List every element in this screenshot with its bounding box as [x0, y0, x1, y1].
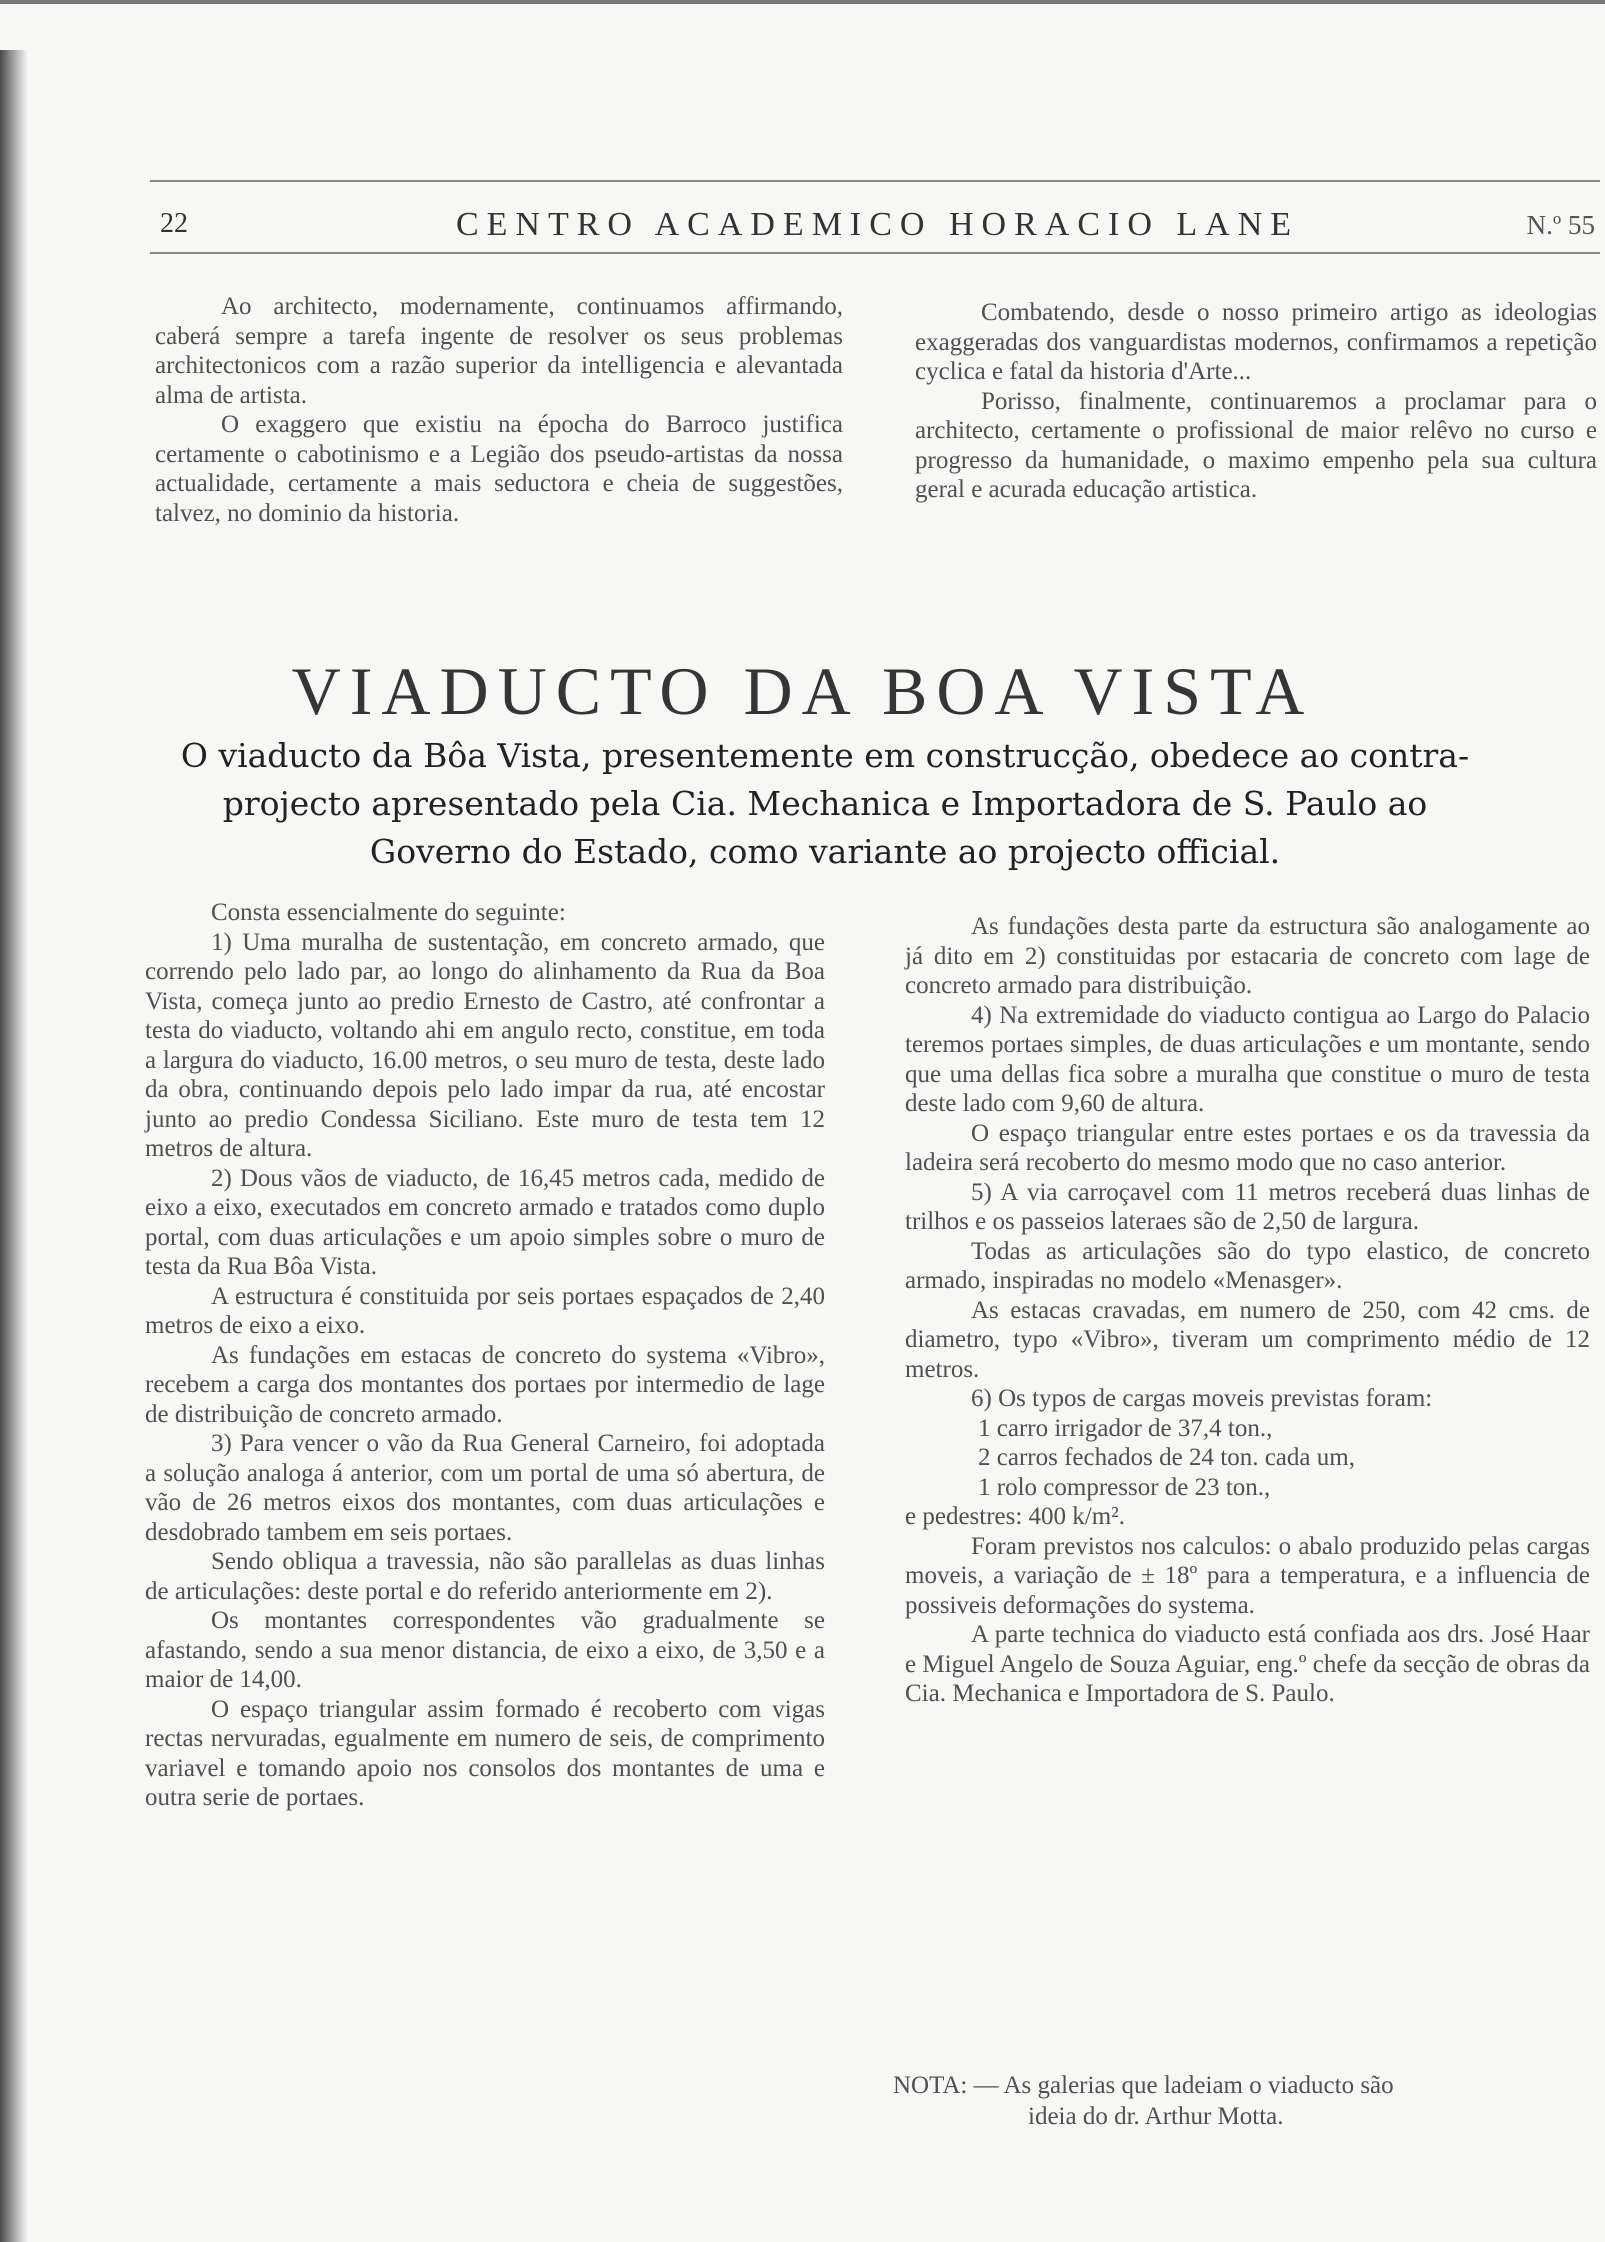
paragraph: 6) Os typos de cargas moveis previstas foram: — [971, 1385, 1433, 1412]
paragraph: 2) Dous vãos de viaducto, de 16,45 metros cada, medido de eixo a eixo, executados em concreto armado e tratados como duplo portal, com duas articulações e um apoio simples sobre o muro de testa da Rua Bôa Vista. — [145, 1164, 825, 1280]
paragraph: Consta essencialmente do seguinte: — [211, 899, 566, 926]
paragraph: O espaço triangular entre estes portaes e os da travessia da ladeira será recoberto do mesmo modo que no caso anterior. — [905, 1119, 1590, 1176]
paragraph: As fundações desta parte da estructura são analogamente ao já dito em 2) constituidas por estacaria de concreto com lage de concreto armado para distribuição. — [905, 913, 1590, 999]
paragraph: Sendo obliqua a travessia, não são parallelas as duas linhas de articulações: deste portal e do referido anteriormente em 2). — [145, 1548, 825, 1605]
paragraph: As fundações em estacas de concreto do systema «Vibro», recebem a carga dos montantes dos portaes por intermedio de lage de distribuição de concreto armado. — [145, 1341, 825, 1428]
scan-edge-top — [0, 0, 1605, 4]
paragraph: Foram previstos nos calculos: o abalo produzido pelas cargas moveis, a variação de ± 18º para a temperatura, e a influencia de possiveis deformações do systema. — [905, 1532, 1590, 1619]
paragraph: Todas as articulações são do typo elastico, de concreto armado, inspiradas no modelo «Menasger». — [905, 1237, 1590, 1294]
header-rule-bottom — [150, 252, 1600, 254]
intro-right-column — [915, 298, 1597, 505]
paragraph: O espaço triangular assim formado é recoberto com vigas rectas nervuradas, egualmente em numero de seis, de comprimento variavel e tomando apoio nos consolos dos montantes de uma e outra serie de portaes. — [145, 1695, 825, 1811]
header-rule-top — [150, 180, 1600, 182]
paragraph: O exaggero que existiu na épocha do Barroco justifica certamente o cabotinismo e a Legião dos pseudo-artistas da nossa actualidade, certamente a mais seductora e cheia de suggestões, talvez, no dominio da historia. — [155, 411, 843, 527]
paragraph: A estructura é constituida por seis portaes espaçados de 2,40 metros de eixo a eixo. — [145, 1282, 825, 1339]
paragraph: 4) Na extremidade do viaducto contigua ao Largo do Palacio teremos portaes simples, de duas articulações e um montante, sendo que uma dellas fica sobre a muralha que constitue o muro de testa deste lado com 9,60 de altura. — [905, 1001, 1590, 1117]
paragraph: As estacas cravadas, em numero de 250, com 42 cms. de diametro, typo «Vibro», tiveram um comprimento médio de 12 metros. — [905, 1296, 1590, 1383]
intro-left-column — [155, 292, 843, 528]
article-title: VIADUCTO DA BOA VISTA — [291, 653, 1314, 729]
paragraph: Porisso, finalmente, continuaremos a proclamar para o architecto, certamente o profissional de maior relêvo no curso e progresso da humanidade, o maximo empenho pela sua cultura geral e acurada educação artistica. — [915, 387, 1597, 503]
footnote-line: ideia do dr. Arthur Motta. — [1028, 2103, 1284, 2130]
paragraph: 3) Para vencer o vão da Rua General Carneiro, foi adoptada a solução analoga á anterior, com um portal de uma só abertura, de vão de 26 metros eixos dos montantes, com duas articulações e desdobrado tambem em seis portaes. — [145, 1430, 825, 1546]
paragraph: A parte technica do viaducto está confiada aos drs. José Haar e Miguel Angelo de Souza Aguiar, eng.º chefe da secção de obras da Cia. Mechanica e Importadora de S. Paulo. — [905, 1621, 1590, 1707]
paragraph: Ao architecto, modernamente, continuamos affirmando, caberá sempre a tarefa ingente de resolver os seus problemas architectonicos com a razão superior da intelligencia e alevantada alma de artista. — [155, 293, 843, 409]
page-number: 22 — [160, 208, 188, 239]
article-subtitle: O viaducto da Bôa Vista, presentemente em construcção, obedece ao contra-projecto apresentado pela Cia. Mechanica e Importadora de S. Paulo ao Governo do Estado, como variante ao projecto official. — [180, 736, 1470, 871]
footnote-line: NOTA: — As galerias que ladeiam o viaducto são — [893, 2072, 1394, 2099]
load-item: 1 rolo compressor de 23 ton., — [978, 1473, 1271, 1501]
scan-edge-left — [0, 50, 28, 2242]
journal-title: CENTRO ACADEMICO HORACIO LANE — [455, 206, 1300, 243]
paragraph: e pedestres: 400 k/m². — [905, 1503, 1125, 1530]
load-item: 2 carros fechados de 24 ton. cada um, — [978, 1444, 1355, 1471]
paragraph: Combatendo, desde o nosso primeiro artigo as ideologias exaggeradas dos vanguardistas modernos, confirmamos a repetição cyclica e fatal da historia d'Arte... — [915, 299, 1597, 385]
load-item: 1 carro irrigador de 37,4 ton., — [978, 1414, 1273, 1442]
footnote — [893, 2070, 1583, 2132]
article-left-column — [145, 898, 825, 1813]
issue-number: N.º 55 — [1526, 210, 1595, 240]
page-header — [160, 200, 1595, 250]
paragraph: Os montantes correspondentes vão gradualmente se afastando, sendo a sua menor distancia, de eixo a eixo, de 3,50 e a maior de 14,00. — [145, 1607, 825, 1693]
article-right-column — [905, 912, 1590, 1709]
paragraph: 5) A via carroçavel com 11 metros receberá duas linhas de trilhos e os passeios lateraes são de 2,50 de largura. — [905, 1178, 1590, 1235]
paragraph: 1) Uma muralha de sustentação, em concreto armado, que correndo pelo lado par, ao longo do alinhamento da Rua da Boa Vista, começa junto ao predio Ernesto de Castro, até confrontar a testa do viaducto, voltando ahi em angulo recto, constitue, em toda a largura do viaducto, 16.00 metros, o seu muro de testa, deste lado da obra, continuando depois pelo lado impar da rua, até encostar junto ao predio Condessa Siciliano. Este muro de testa tem 12 metros de altura. — [145, 928, 825, 1162]
